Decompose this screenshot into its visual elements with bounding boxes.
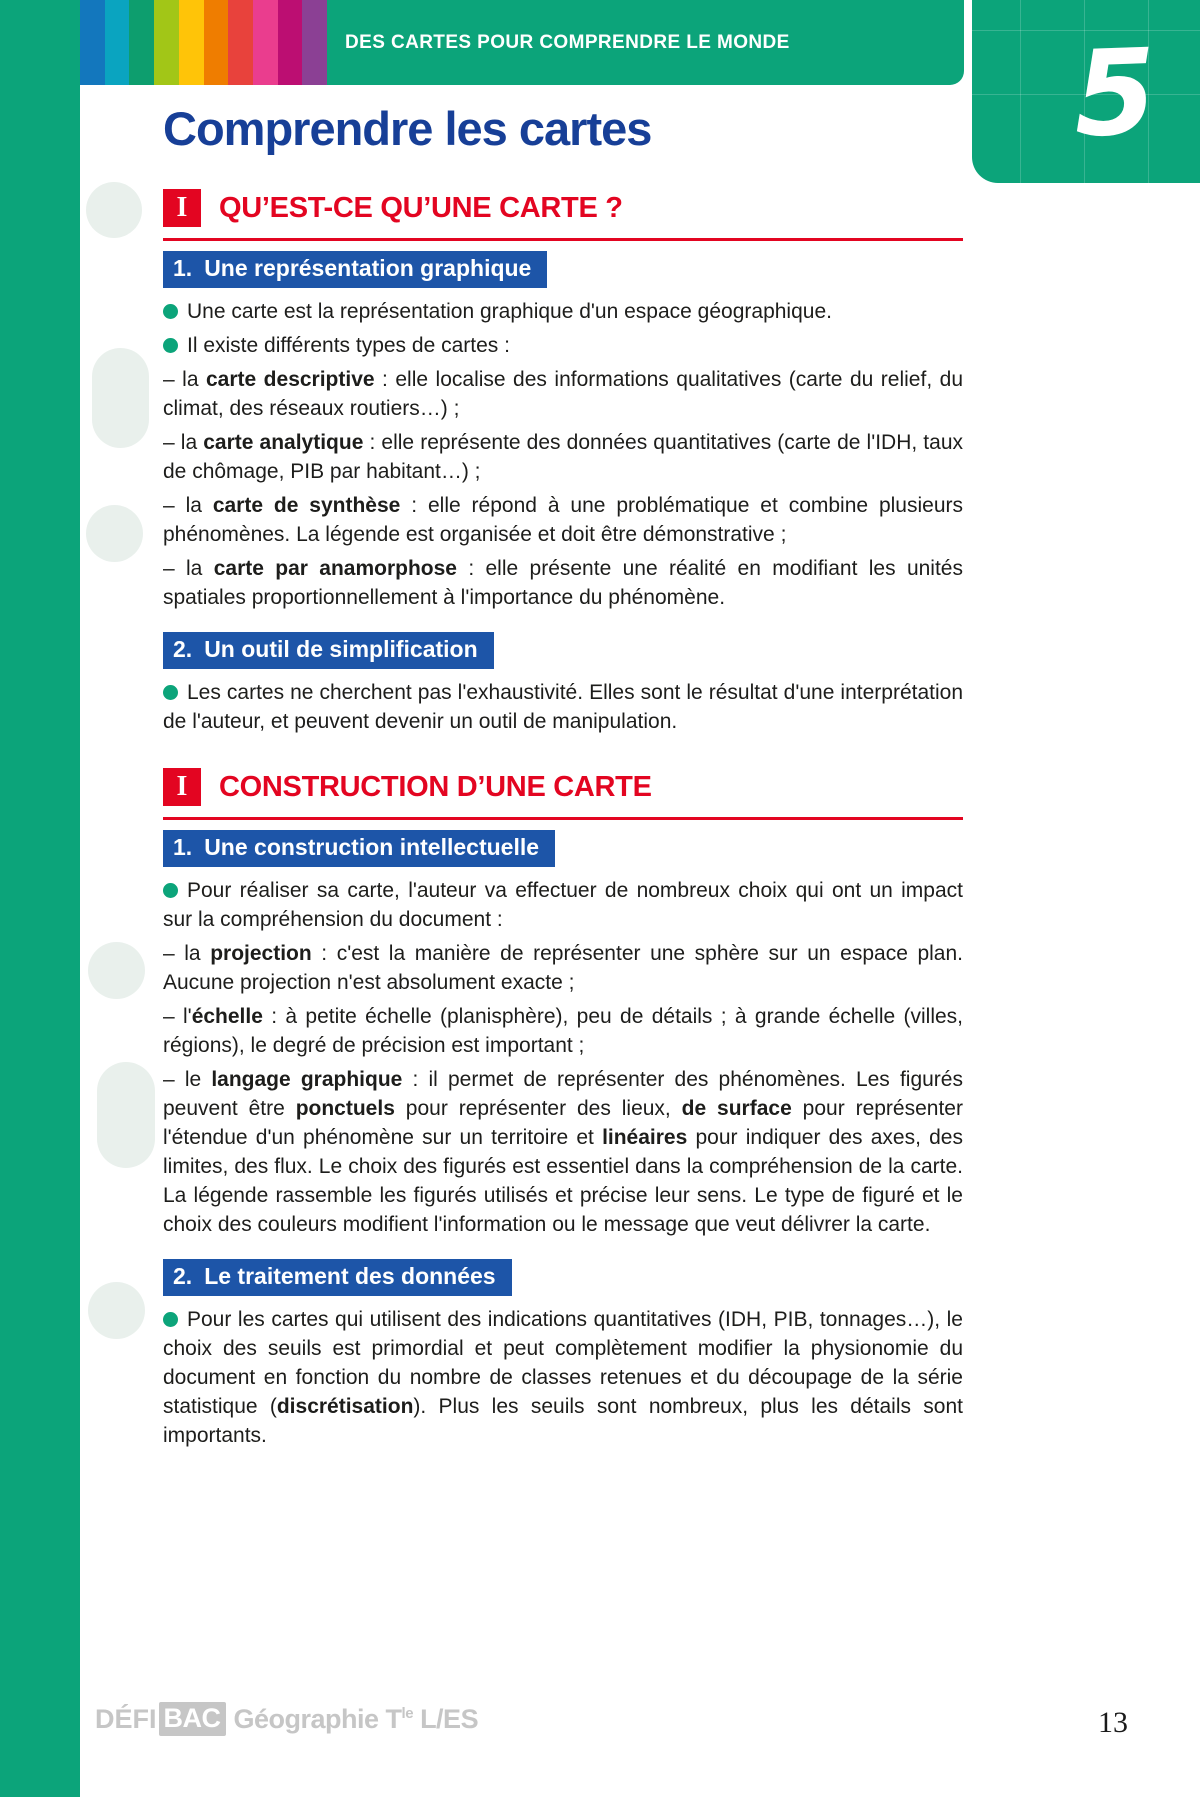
subsection-bar (163, 251, 547, 288)
collection-banner-label: DES CARTES POUR COMPRENDRE LE MONDE (345, 31, 790, 53)
text-run: : à petite échelle (planisphère), peu de détails ; à grande échelle (villes, régions), le degré de précision est important ; (163, 1005, 963, 1057)
text-run: Pour les cartes qui utilisent des indications quantitatives (IDH, PIB, tonnages…), le choix des seuils est primordial et peut complètement modifier la physionomie du document en fonction du nombre de classes retenues et du découpage de la série statistique ( (163, 1308, 963, 1418)
text-run: Une carte est la représentation graphique d'un espace géographique. (187, 300, 832, 323)
logo-stripe (228, 0, 253, 85)
subsection-number: 1. (173, 255, 193, 281)
paragraph (163, 365, 963, 423)
text-run: – la (163, 942, 211, 965)
subsection-title: Une construction intellectuelle (204, 834, 540, 860)
logo-stripe (154, 0, 179, 85)
text-run: pour indiquer des axes, des limites, des flux. Le choix des figurés est essentiel dans la compréhension de la carte. La légende rassemble les figurés utilisés et précise leur sens. Le type de figuré et le choix des couleurs modifient l'information ou le message que veut délivrer la carte. (163, 1126, 963, 1236)
logo-stripe (105, 0, 130, 85)
text-run: – la (163, 431, 204, 454)
text-run: : elle représente des données quantitatives (carte de l'IDH, taux de chômage, PIB par habitant…) ; (163, 431, 963, 483)
logo-stripe (204, 0, 229, 85)
text-run: – l' (163, 1005, 192, 1028)
paragraph (163, 428, 963, 486)
text-run: – la (163, 368, 206, 391)
bold-term: échelle (191, 1005, 263, 1028)
text-run: : c'est la manière de représenter une sphère sur un espace plan. Aucune projection n'est absolument exacte ; (163, 942, 963, 994)
footer-logo-bac: BAC (159, 1702, 226, 1736)
section-header (163, 768, 963, 806)
section-rule (163, 238, 963, 241)
deco-circle (88, 942, 145, 999)
page-number: 13 (1098, 1706, 1128, 1739)
paragraph (163, 876, 963, 934)
logo-stripe (302, 0, 327, 85)
chapter-title: Comprendre les cartes (163, 102, 652, 155)
bold-term: projection (210, 942, 312, 965)
text-run: – le (163, 1068, 212, 1091)
section-numeral-box (163, 768, 201, 806)
subsection-number: 2. (173, 1263, 193, 1289)
section-header (163, 189, 963, 227)
text-run: : elle localise des informations qualitatives (carte du relief, du climat, des réseaux routiers…) ; (163, 368, 963, 420)
footer-series-label (234, 1704, 479, 1735)
logo-stripe (278, 0, 303, 85)
section (163, 189, 963, 736)
footer-series-sup: le (401, 1704, 414, 1722)
chapter-number-tile (972, 0, 1200, 183)
deco-circle (92, 348, 149, 448)
footer-logo (95, 1702, 478, 1736)
color-stripes-logo (80, 0, 327, 85)
text-run: Il existe différents types de cartes : (187, 334, 510, 357)
bullet-icon (163, 1312, 178, 1327)
subsection-title: Une représentation graphique (204, 255, 532, 281)
section-numeral-box (163, 189, 201, 227)
subsection-number: 1. (173, 834, 193, 860)
text-run: ). Plus les seuils sont nombreux, plus les détails sont importants. (163, 1395, 963, 1447)
subsection-bar (163, 830, 555, 867)
footer-logo-defi: DÉFI (95, 1703, 157, 1734)
paragraph (163, 554, 963, 612)
subsection-title: Le traitement des données (204, 1263, 496, 1289)
bold-term: langage graphique (211, 1068, 403, 1091)
bold-term: linéaires (602, 1126, 688, 1149)
text-run: : elle répond à une problématique et combine plusieurs phénomènes. La légende est organisée et doit être démonstrative ; (163, 494, 964, 546)
deco-circle (97, 1062, 155, 1168)
logo-stripe (179, 0, 204, 85)
deco-circle (86, 505, 143, 562)
logo-stripe (129, 0, 154, 85)
section-rule (163, 817, 963, 820)
bold-term: discrétisation (276, 1395, 414, 1418)
bold-term: carte descriptive (206, 368, 375, 391)
section (163, 768, 963, 1450)
subsection-number: 2. (173, 636, 193, 662)
paragraph (163, 1002, 963, 1060)
bullet-icon (163, 685, 178, 700)
sections-container (163, 189, 963, 1450)
bold-term: carte de synthèse (212, 494, 401, 517)
bullet-icon (163, 883, 178, 898)
logo-stripe (80, 0, 105, 85)
paragraph (163, 1065, 963, 1239)
collection-banner (80, 0, 964, 85)
bullet-icon (163, 338, 178, 353)
subsection-paragraphs (163, 297, 963, 612)
subsection-title: Un outil de simplification (204, 636, 478, 662)
text-run: pour représenter des lieux, (394, 1097, 682, 1120)
subsection-bar (163, 1259, 512, 1296)
text-run: Pour réaliser sa carte, l'auteur va effectuer de nombreux choix qui ont un impact sur la compréhension du document : (163, 879, 963, 931)
bold-term: de surface (681, 1097, 792, 1120)
text-run: Les cartes ne cherchent pas l'exhaustivité. Elles sont le résultat d'une interprétation de l'auteur, et peuvent devenir un outil de manipulation. (163, 681, 963, 733)
paragraph (163, 939, 963, 997)
text-run: – la (163, 494, 213, 517)
section-title: CONSTRUCTION D’UNE CARTE (219, 770, 652, 803)
subsection-bar (163, 632, 494, 669)
text-run: : il permet de représenter des phénomènes. Les figurés peuvent être (163, 1068, 963, 1120)
footer-series-prefix: Géographie T (233, 1703, 402, 1734)
bold-term: ponctuels (295, 1097, 395, 1120)
paragraph (163, 491, 963, 549)
text-run: : elle présente une réalité en modifiant les unités spatiales proportionnellement à l'importance du phénomène. (163, 557, 963, 609)
deco-circle (88, 1282, 145, 1339)
section-numeral: I (176, 192, 188, 223)
logo-stripe (253, 0, 278, 85)
paragraph (163, 678, 963, 736)
chapter-number: 5 (1071, 22, 1159, 164)
footer-series-suffix: L/ES (413, 1703, 479, 1734)
page-left-border (0, 0, 80, 1797)
deco-circle (86, 182, 142, 238)
subsection-paragraphs (163, 876, 963, 1239)
bold-term: carte par anamorphose (213, 557, 457, 580)
text-run: pour représenter l'étendue d'un phénomène sur un territoire et (163, 1097, 963, 1149)
bold-term: carte analytique (203, 431, 364, 454)
section-numeral: I (176, 771, 188, 802)
content-column (163, 85, 963, 1455)
section-title: QU’EST-CE QU’UNE CARTE ? (219, 191, 623, 224)
bullet-icon (163, 304, 178, 319)
subsection-paragraphs (163, 678, 963, 736)
subsection-paragraphs (163, 1305, 963, 1450)
text-run: – la (163, 557, 214, 580)
paragraph (163, 331, 963, 360)
paragraph (163, 297, 963, 326)
paragraph (163, 1305, 963, 1450)
